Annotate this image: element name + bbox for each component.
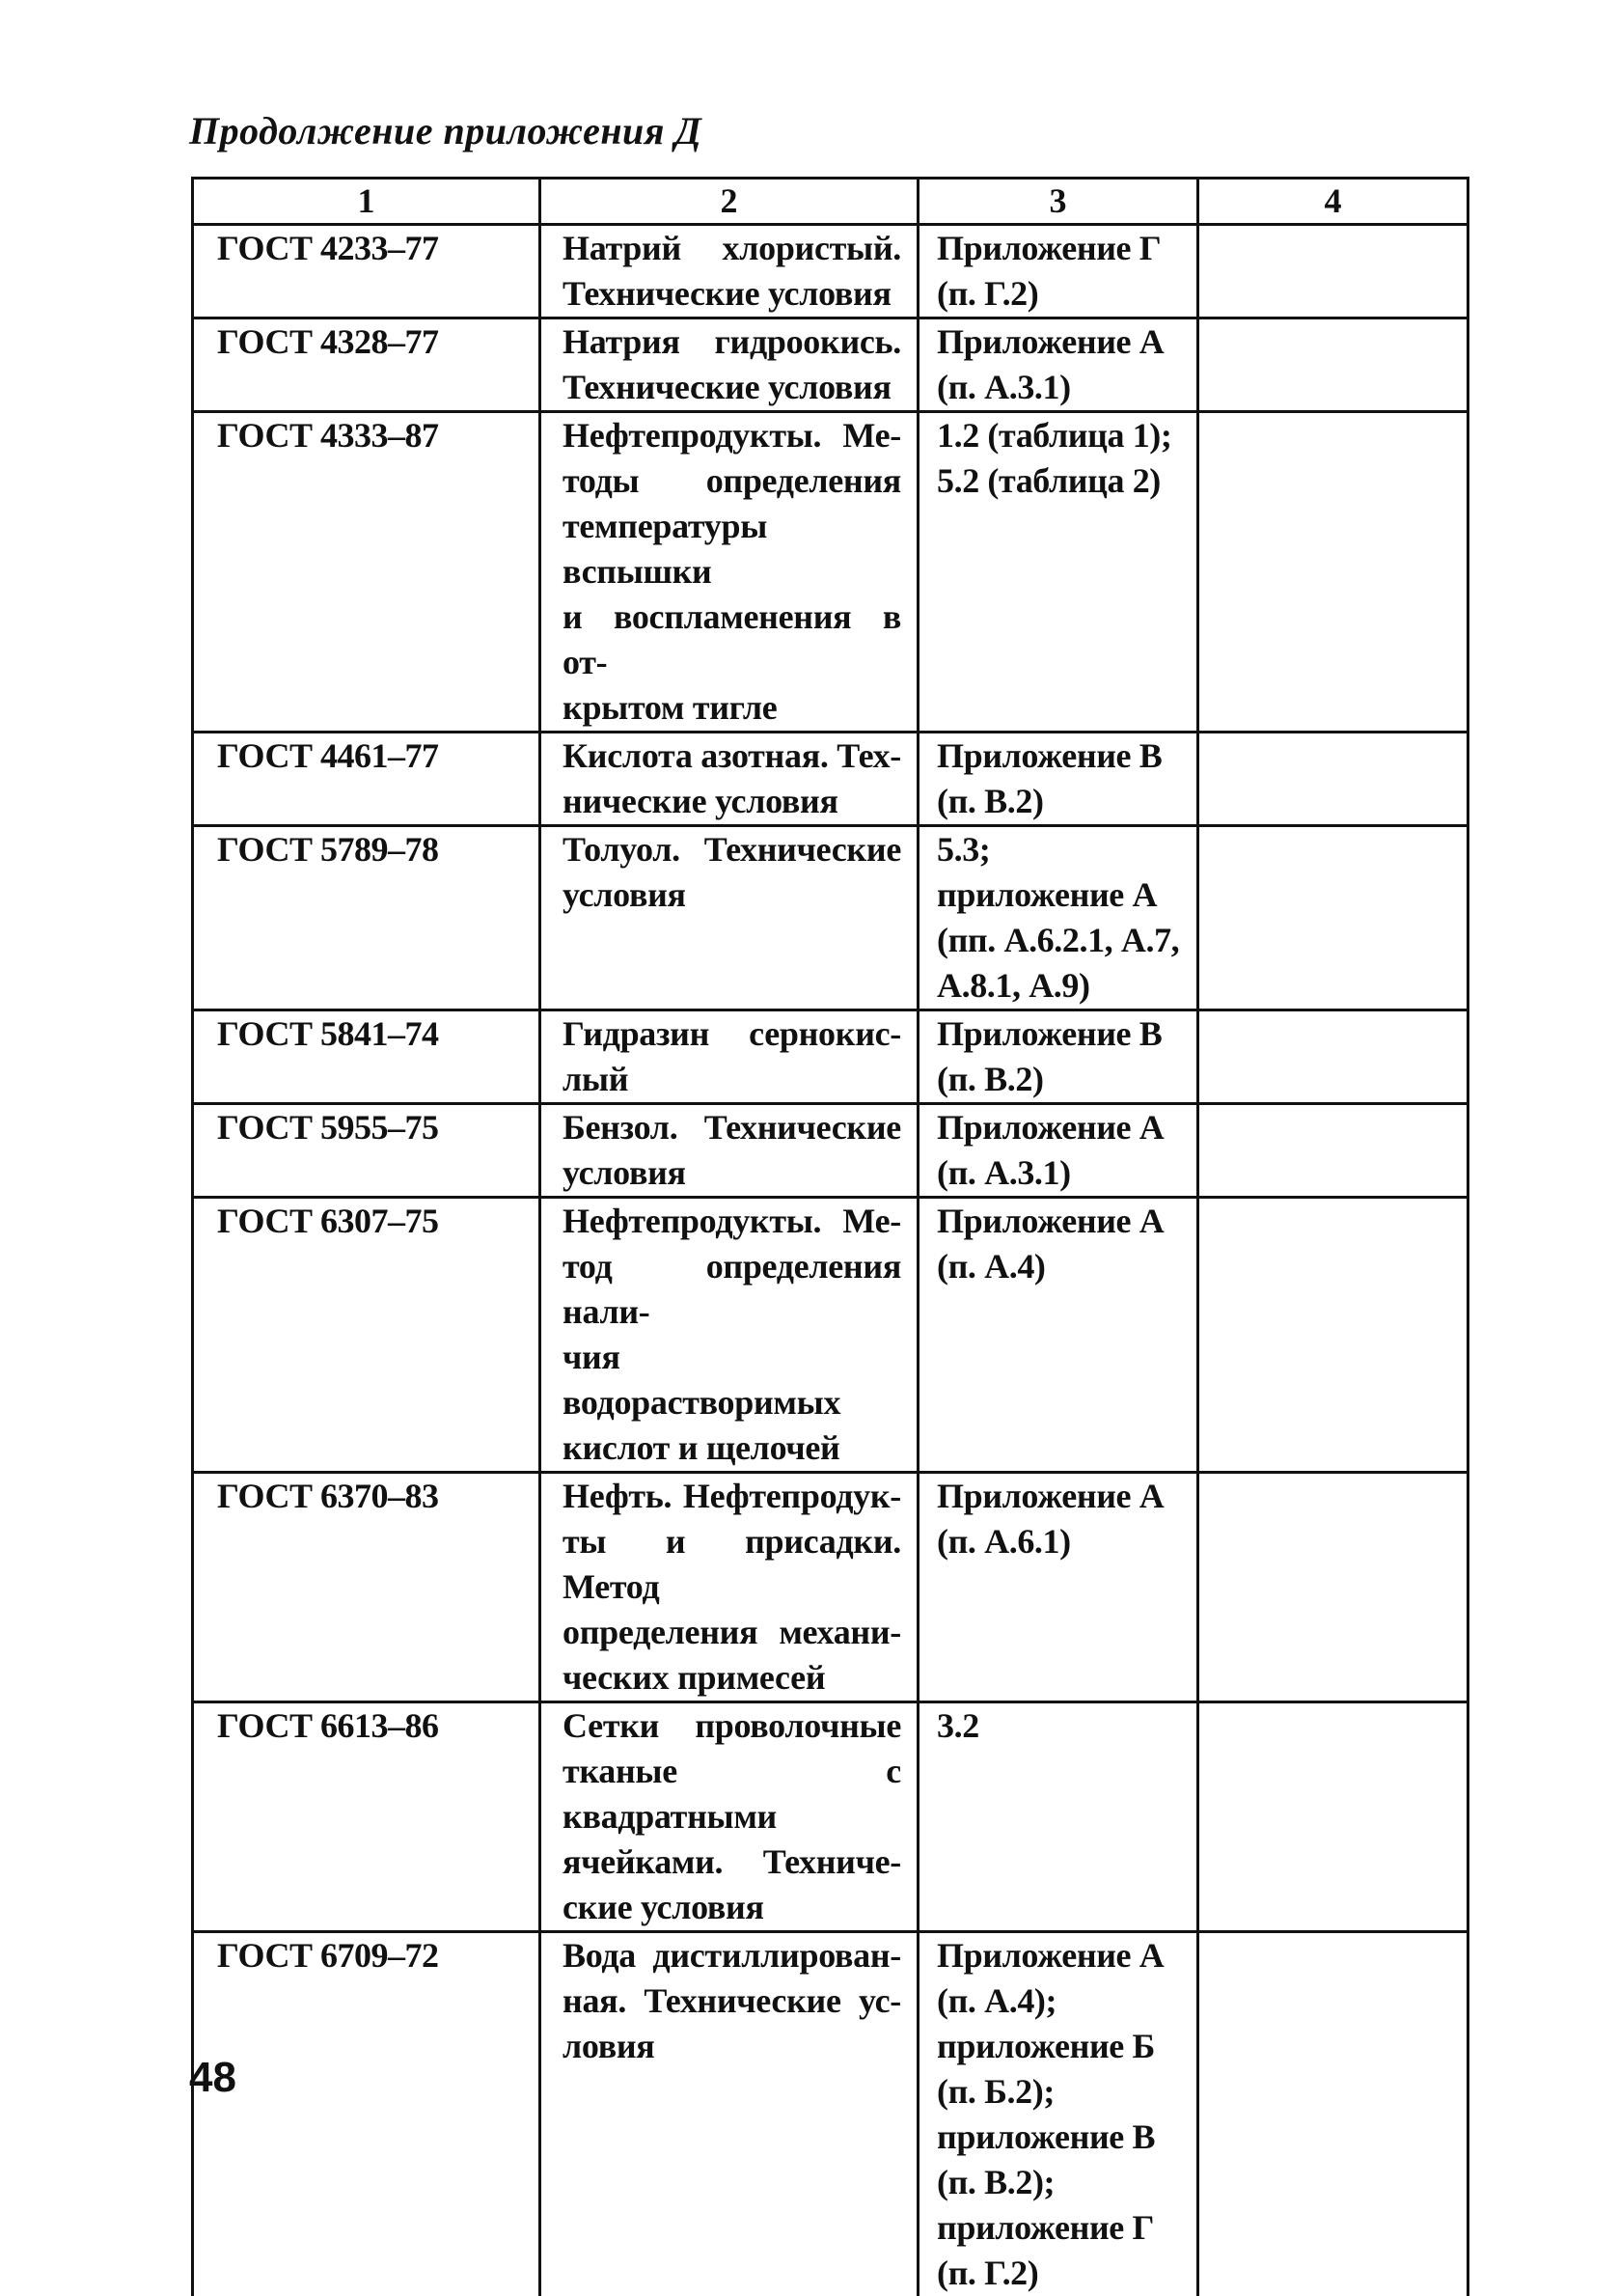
standard-name-line: ячейками. Техниче- — [563, 1840, 901, 1885]
document-reference-line: Приложение А — [937, 1933, 1183, 1978]
note-cell — [1198, 318, 1468, 412]
standard-name-line: Нефтепродукты. Ме- — [563, 1199, 901, 1244]
table-body — [193, 225, 1468, 2296]
standard-name-line: Толуол. Технические — [563, 827, 901, 872]
table-row — [193, 1104, 1468, 1198]
standard-designation: ГОСТ 5841–74 — [193, 1010, 540, 1104]
standard-name-line: определения механи- — [563, 1610, 901, 1655]
document-reference-line: (п. Г.2) — [937, 271, 1183, 317]
document-reference-line: (п. Б.2); — [937, 2069, 1183, 2115]
document-reference-line: 1.2 (таблица 1); — [937, 413, 1183, 458]
standard-name-line: тканые с квадратными — [563, 1749, 901, 1840]
document-reference — [919, 412, 1198, 733]
standard-name-line: ские условия — [563, 1885, 901, 1930]
header-row — [193, 179, 1468, 225]
document-reference — [919, 225, 1198, 318]
note-cell — [1198, 1198, 1468, 1473]
table-row — [193, 733, 1468, 826]
standard-name — [540, 318, 919, 412]
standard-name-line: крытом тигле — [563, 685, 901, 731]
standard-designation: ГОСТ 6709–72 — [193, 1932, 540, 2296]
standard-designation: ГОСТ 4328–77 — [193, 318, 540, 412]
document-reference — [919, 733, 1198, 826]
document-reference-line: (п. В.2) — [937, 779, 1183, 824]
document-reference — [919, 1198, 1198, 1473]
document-reference — [919, 1104, 1198, 1198]
standard-name-line: температуры вспышки — [563, 504, 901, 595]
standard-name-line: и воспламенения в от- — [563, 595, 901, 685]
standard-name — [540, 826, 919, 1010]
document-reference — [919, 318, 1198, 412]
document-reference-line: приложение В — [937, 2115, 1183, 2160]
document-reference-line: А.8.1, А.9) — [937, 963, 1183, 1009]
standard-name-line: Натрия гидроокись. — [563, 319, 901, 365]
standard-designation: ГОСТ 5955–75 — [193, 1104, 540, 1198]
standard-designation: ГОСТ 6613–86 — [193, 1702, 540, 1932]
document-reference-line: 3.2 — [937, 1703, 1183, 1749]
column-header-4: 4 — [1198, 179, 1468, 225]
column-header-3: 3 — [919, 179, 1198, 225]
standard-name-line: лый — [563, 1057, 901, 1102]
document-reference — [919, 826, 1198, 1010]
document-reference-line: (п. А.4); — [937, 1978, 1183, 2024]
note-cell — [1198, 733, 1468, 826]
document-reference-line: Приложение В — [937, 733, 1183, 779]
standard-name-line: ческих примесей — [563, 1655, 901, 1701]
document-reference-line: Приложение А — [937, 319, 1183, 365]
standard-name-line: Нефтепродукты. Ме- — [563, 413, 901, 458]
standard-name-line: нические условия — [563, 779, 901, 824]
table-row — [193, 318, 1468, 412]
document-reference-line: (п. А.3.1) — [937, 365, 1183, 410]
standard-name — [540, 1473, 919, 1702]
document-reference-line: (п. А.3.1) — [937, 1150, 1183, 1196]
standard-name — [540, 1198, 919, 1473]
column-header-1: 1 — [193, 179, 540, 225]
table-row — [193, 1010, 1468, 1104]
table-row — [193, 1198, 1468, 1473]
standard-name-line: условия — [563, 872, 901, 918]
column-header-2: 2 — [540, 179, 919, 225]
standard-name-line: тод определения нали- — [563, 1244, 901, 1335]
document-reference — [919, 1010, 1198, 1104]
note-cell — [1198, 826, 1468, 1010]
document-reference — [919, 1473, 1198, 1702]
note-cell — [1198, 1473, 1468, 1702]
note-cell — [1198, 1010, 1468, 1104]
document-reference-line: приложение А — [937, 872, 1183, 918]
standard-name — [540, 225, 919, 318]
standard-designation: ГОСТ 4333–87 — [193, 412, 540, 733]
standard-name — [540, 1932, 919, 2296]
table-row — [193, 1473, 1468, 1702]
standard-name-line: Сетки проволочные — [563, 1703, 901, 1749]
note-cell — [1198, 1104, 1468, 1198]
document-reference-line: приложение Г — [937, 2205, 1183, 2251]
document-reference-line: (п. В.2) — [937, 1057, 1183, 1102]
document-reference-line: (п. Г.2) — [937, 2251, 1183, 2296]
note-cell — [1198, 1702, 1468, 1932]
standard-name-line: тоды определения — [563, 458, 901, 504]
note-cell — [1198, 1932, 1468, 2296]
document-reference-line: Приложение Г — [937, 226, 1183, 271]
standard-name-line: ловия — [563, 2024, 901, 2069]
standard-designation: ГОСТ 4233–77 — [193, 225, 540, 318]
page-number: 48 — [189, 2054, 236, 2102]
document-reference-line: (п. А.4) — [937, 1244, 1183, 1289]
standard-name-line: ты и присадки. Метод — [563, 1519, 901, 1610]
standard-name-line: Бензол. Технические — [563, 1105, 901, 1150]
standard-name-line: Натрий хлористый. — [563, 226, 901, 271]
document-reference-line: (п. В.2); — [937, 2160, 1183, 2205]
page-caption: Продолжение приложения Д — [189, 108, 701, 153]
standard-name — [540, 412, 919, 733]
table-row — [193, 826, 1468, 1010]
standard-name-line: Гидразин сернокис- — [563, 1011, 901, 1057]
document-reference-line: 5.3; — [937, 827, 1183, 872]
document-reference-line: 5.2 (таблица 2) — [937, 458, 1183, 504]
standard-designation: ГОСТ 6307–75 — [193, 1198, 540, 1473]
document-reference-line: Приложение А — [937, 1199, 1183, 1244]
table-row — [193, 225, 1468, 318]
document-reference-line: (п. А.6.1) — [937, 1519, 1183, 1564]
table-row — [193, 1932, 1468, 2296]
standard-name — [540, 1104, 919, 1198]
document-reference-line: Приложение В — [937, 1011, 1183, 1057]
standard-name — [540, 1010, 919, 1104]
document-reference-line: (пп. А.6.2.1, А.7, — [937, 918, 1183, 963]
standard-designation: ГОСТ 6370–83 — [193, 1473, 540, 1702]
standard-name-line: ная. Технические ус- — [563, 1978, 901, 2024]
standard-name-line: кислот и щелочей — [563, 1425, 901, 1471]
standard-name-line: условия — [563, 1150, 901, 1196]
standards-table — [191, 177, 1469, 2296]
standard-name — [540, 733, 919, 826]
standard-name-line: Нефть. Нефтепродук- — [563, 1474, 901, 1519]
table-row — [193, 1702, 1468, 1932]
document-reference-line: Приложение А — [937, 1105, 1183, 1150]
standard-name-line: чия водорастворимых — [563, 1335, 901, 1425]
standard-designation: ГОСТ 5789–78 — [193, 826, 540, 1010]
standard-name-line: Кислота азотная. Тех- — [563, 733, 901, 779]
standard-name-line: Вода дистиллирован- — [563, 1933, 901, 1978]
document-reference-line: приложение Б — [937, 2024, 1183, 2069]
standard-designation: ГОСТ 4461–77 — [193, 733, 540, 826]
standard-name-line: Технические условия — [563, 271, 901, 317]
note-cell — [1198, 412, 1468, 733]
document-reference — [919, 1702, 1198, 1932]
standard-name — [540, 1702, 919, 1932]
document-reference-line: Приложение А — [937, 1474, 1183, 1519]
standard-name-line: Технические условия — [563, 365, 901, 410]
note-cell — [1198, 225, 1468, 318]
table-row — [193, 412, 1468, 733]
document-reference — [919, 1932, 1198, 2296]
